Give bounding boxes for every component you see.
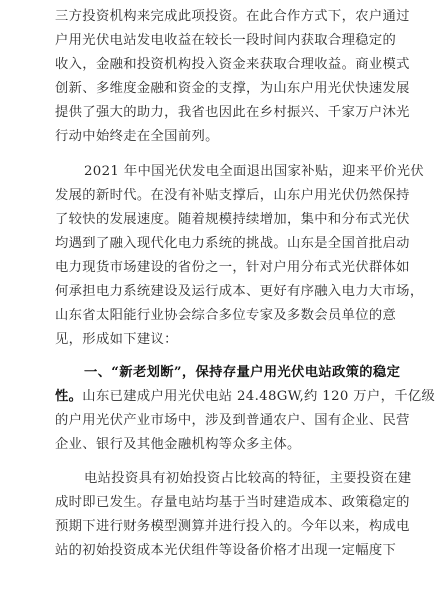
body-text-line: 2021 年中国光伏发电全面退出国家补贴，迎来平价光伏 <box>84 164 425 179</box>
body-text-line: 创新、多维度金融和资金的支撑，为山东户用光伏快速发展 <box>55 81 410 96</box>
body-text-line: 了较快的发展速度。随着规模持续增加，集中和分布式光伏 <box>55 212 410 227</box>
heading-continuation-line <box>55 388 435 406</box>
body-text-line: 何承担电力系统建设及运行成本、更好有序融入电力大市场， <box>55 284 424 299</box>
body-text-line: 电站投资具有初始投资占比较高的特征，主要投资在建 <box>84 471 412 486</box>
body-text-line: 电力现货市场建设的省份之一，针对户用分布式光伏群体如 <box>55 260 410 275</box>
body-text-line: 站的初始投资成本光伏组件等设备价格才出现一定幅度下 <box>55 543 397 558</box>
body-text-line: 成时即已发生。存量电站均基于当时建造成本、政策稳定的 <box>55 495 410 510</box>
body-text-line: 发展的新时代。在没有补贴支撑后，山东户用光伏仍然保持 <box>55 188 410 203</box>
body-text-line: 的户用光伏产业市场中，涉及到普通农户、国有企业、民营 <box>55 413 410 428</box>
section-heading-tail: 性。 <box>55 389 83 404</box>
body-text-line: 预期下进行财务模型测算并进行投入的。今年以来，构成电 <box>55 519 410 534</box>
body-text-line: 均遇到了融入现代化电力系统的挑战。山东是全国首批启动 <box>55 236 410 251</box>
body-text-line: 山东省太阳能行业协会综合多位专家及多数会员单位的意 <box>55 308 397 323</box>
body-text-span: 山东已建成户用光伏电站 24.48GW,约 120 万户，千亿级 <box>82 389 435 404</box>
body-text-line: 见，形成如下建议： <box>55 332 178 347</box>
body-text-line: 户用光伏电站发电收益在较长一段时间内获取合理稳定的 <box>55 33 397 48</box>
body-text-line: 收入，金融和投资机构投入资金来获取合理收益。商业模式 <box>55 57 410 72</box>
body-text-line: 三方投资机构来完成此项投资。在此合作方式下，农户通过 <box>55 9 410 24</box>
body-text-line: 企业、银行及其他金融机构等众多主体。 <box>55 437 301 452</box>
body-text-line: 提供了强大的助力，我省也因此在乡村振兴、千家万户沐光 <box>55 105 410 120</box>
body-text-line: 行动中始终走在全国前列。 <box>55 129 219 144</box>
section-heading: 一、“新老划断”，保持存量户用光伏电站政策的稳定 <box>84 365 401 380</box>
